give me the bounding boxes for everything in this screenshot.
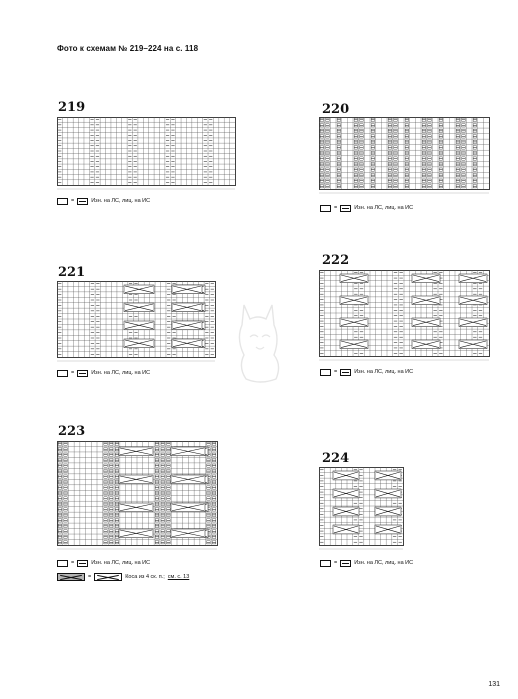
page-header: Фото к схемам № 219–224 на с. 118	[57, 44, 199, 53]
cable-4-symbol-icon	[94, 573, 122, 581]
knitting-chart-221	[57, 281, 225, 365]
knitting-chart-224	[319, 467, 413, 553]
pattern-number-220: 220	[322, 102, 350, 117]
legend-purl-cell-icon	[340, 369, 351, 376]
pattern-number-223: 223	[58, 424, 86, 439]
legend-empty-cell-icon	[320, 205, 331, 212]
legend-purl-cell-icon	[77, 370, 88, 377]
pattern-number-221: 221	[58, 265, 86, 280]
page-number: 131	[488, 681, 500, 688]
chart-grid-220	[319, 117, 499, 197]
legend-purl-cell-icon	[340, 560, 351, 567]
legend-224: = Изн. на ЛС, лиц. на ИС	[320, 560, 413, 567]
legend-220: = Изн. на ЛС, лиц. на ИС	[320, 205, 413, 212]
pattern-number-222: 222	[322, 253, 350, 268]
knitting-chart-219	[57, 117, 245, 193]
legend-purl-cell-icon	[77, 560, 88, 567]
legend-cable-text-223: Коса из 4 ск. п.;	[125, 573, 165, 580]
knitting-chart-222	[319, 270, 499, 364]
knitting-chart-220	[319, 117, 499, 197]
legend-221: = Изн. на ЛС, лиц. на ИС	[57, 370, 150, 377]
knitting-chart-223	[57, 441, 227, 553]
legend-text-224: Изн. на ЛС, лиц. на ИС	[354, 560, 414, 566]
cat-silhouette-watermark-icon	[230, 295, 288, 390]
legend-219	[57, 198, 150, 205]
chart-grid-223	[57, 441, 227, 553]
legend-purl-cell-icon	[340, 205, 351, 212]
chart-grid-219	[57, 117, 245, 193]
legend-empty-cell-icon	[57, 560, 68, 567]
legend-223-cable: = Коса из 4 ск. п.; см. с. 13	[57, 573, 189, 581]
legend-empty-cell-icon	[57, 198, 68, 205]
legend-text-220: Изн. на ЛС, лиц. на ИС	[354, 205, 414, 211]
pattern-number-224: 224	[322, 451, 350, 466]
chart-grid-224	[319, 467, 413, 553]
legend-empty-cell-icon	[320, 560, 331, 567]
legend-223: = Изн. на ЛС, лиц. на ИС	[57, 560, 150, 567]
legend-eq: =	[71, 198, 75, 204]
legend-empty-cell-icon	[320, 369, 331, 376]
legend-purl-cell-icon	[77, 198, 88, 205]
cable-4-grey-symbol-icon	[57, 573, 85, 581]
legend-text-223: Изн. на ЛС, лиц. на ИС	[91, 560, 151, 566]
legend-empty-cell-icon	[57, 370, 68, 377]
pattern-number-219: 219	[58, 100, 86, 115]
chart-grid-222	[319, 270, 499, 364]
chart-grid-221	[57, 281, 225, 365]
legend-text-221: Изн. на ЛС, лиц. на ИС	[91, 370, 151, 376]
legend-text-219: Изн. на ЛС, лиц. на ИС	[91, 198, 151, 204]
legend-text-222: Изн. на ЛС, лиц. на ИС	[354, 369, 414, 375]
legend-cable-link-223[interactable]: см. с. 13	[167, 573, 190, 580]
legend-222: = Изн. на ЛС, лиц. на ИС	[320, 369, 413, 376]
